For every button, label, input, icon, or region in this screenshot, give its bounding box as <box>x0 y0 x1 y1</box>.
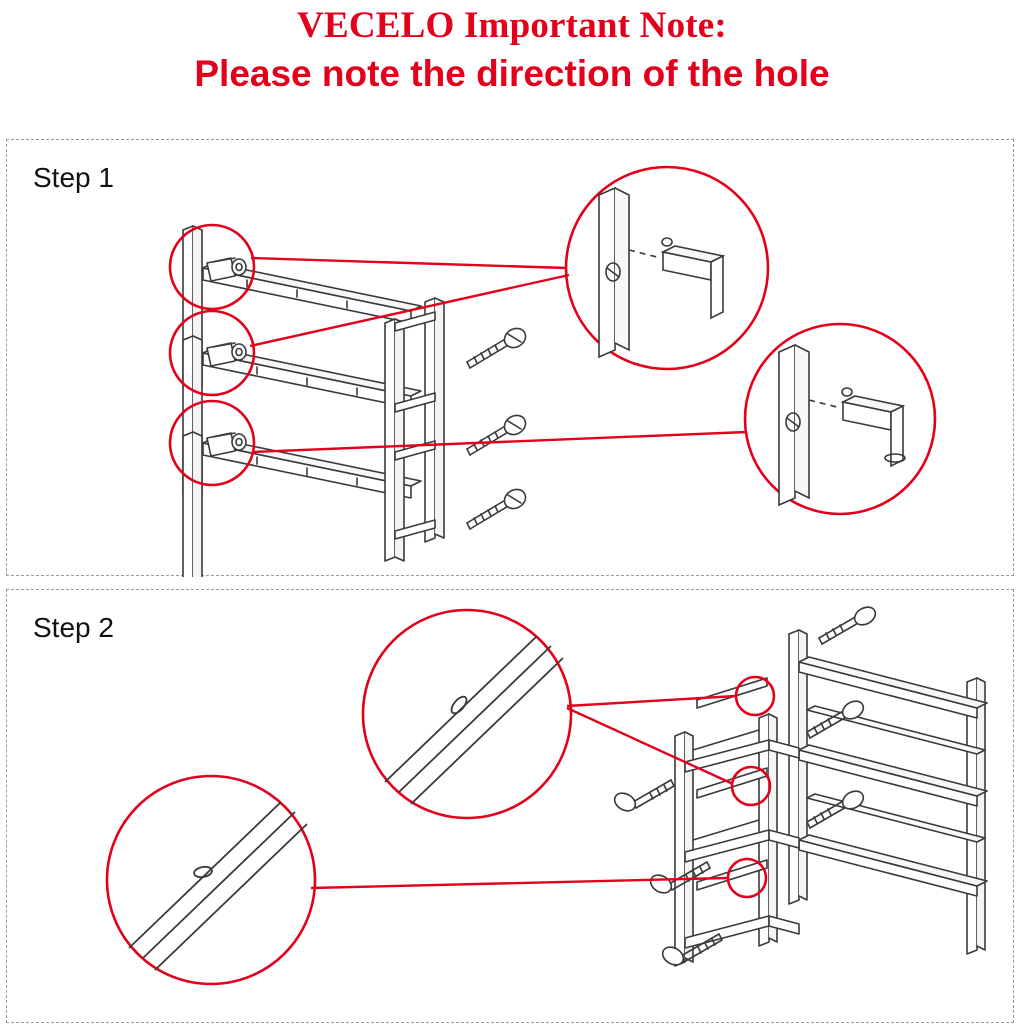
assembled-rear-frame <box>789 630 987 954</box>
step-2-illustration <box>7 590 1015 1024</box>
assembled-front-frame <box>675 714 777 966</box>
title-block <box>0 0 1024 98</box>
step-2-label: Step 2 <box>33 612 114 643</box>
step-2-panel <box>6 589 1014 1023</box>
screw-s2-4 <box>611 780 674 814</box>
screw-s2-1 <box>819 604 879 644</box>
left-post-bottom <box>183 432 202 577</box>
callout-detail-lower-left <box>107 776 315 984</box>
screw-3 <box>467 486 529 529</box>
step-1-panel <box>6 139 1014 576</box>
title-line-1: VECELO Important Note: <box>297 5 727 46</box>
callout-detail-lower-right <box>745 324 935 514</box>
step-1-label: Step 1 <box>33 162 114 193</box>
screw-1 <box>467 325 529 368</box>
callout-detail-upper-center <box>363 610 571 818</box>
callout-detail-upper-right <box>566 167 768 369</box>
screw-2 <box>467 412 529 455</box>
step-1-illustration <box>7 140 1015 577</box>
title-line-2: Please note the direction of the hole <box>194 53 830 94</box>
side-frame-ladder <box>385 298 444 561</box>
